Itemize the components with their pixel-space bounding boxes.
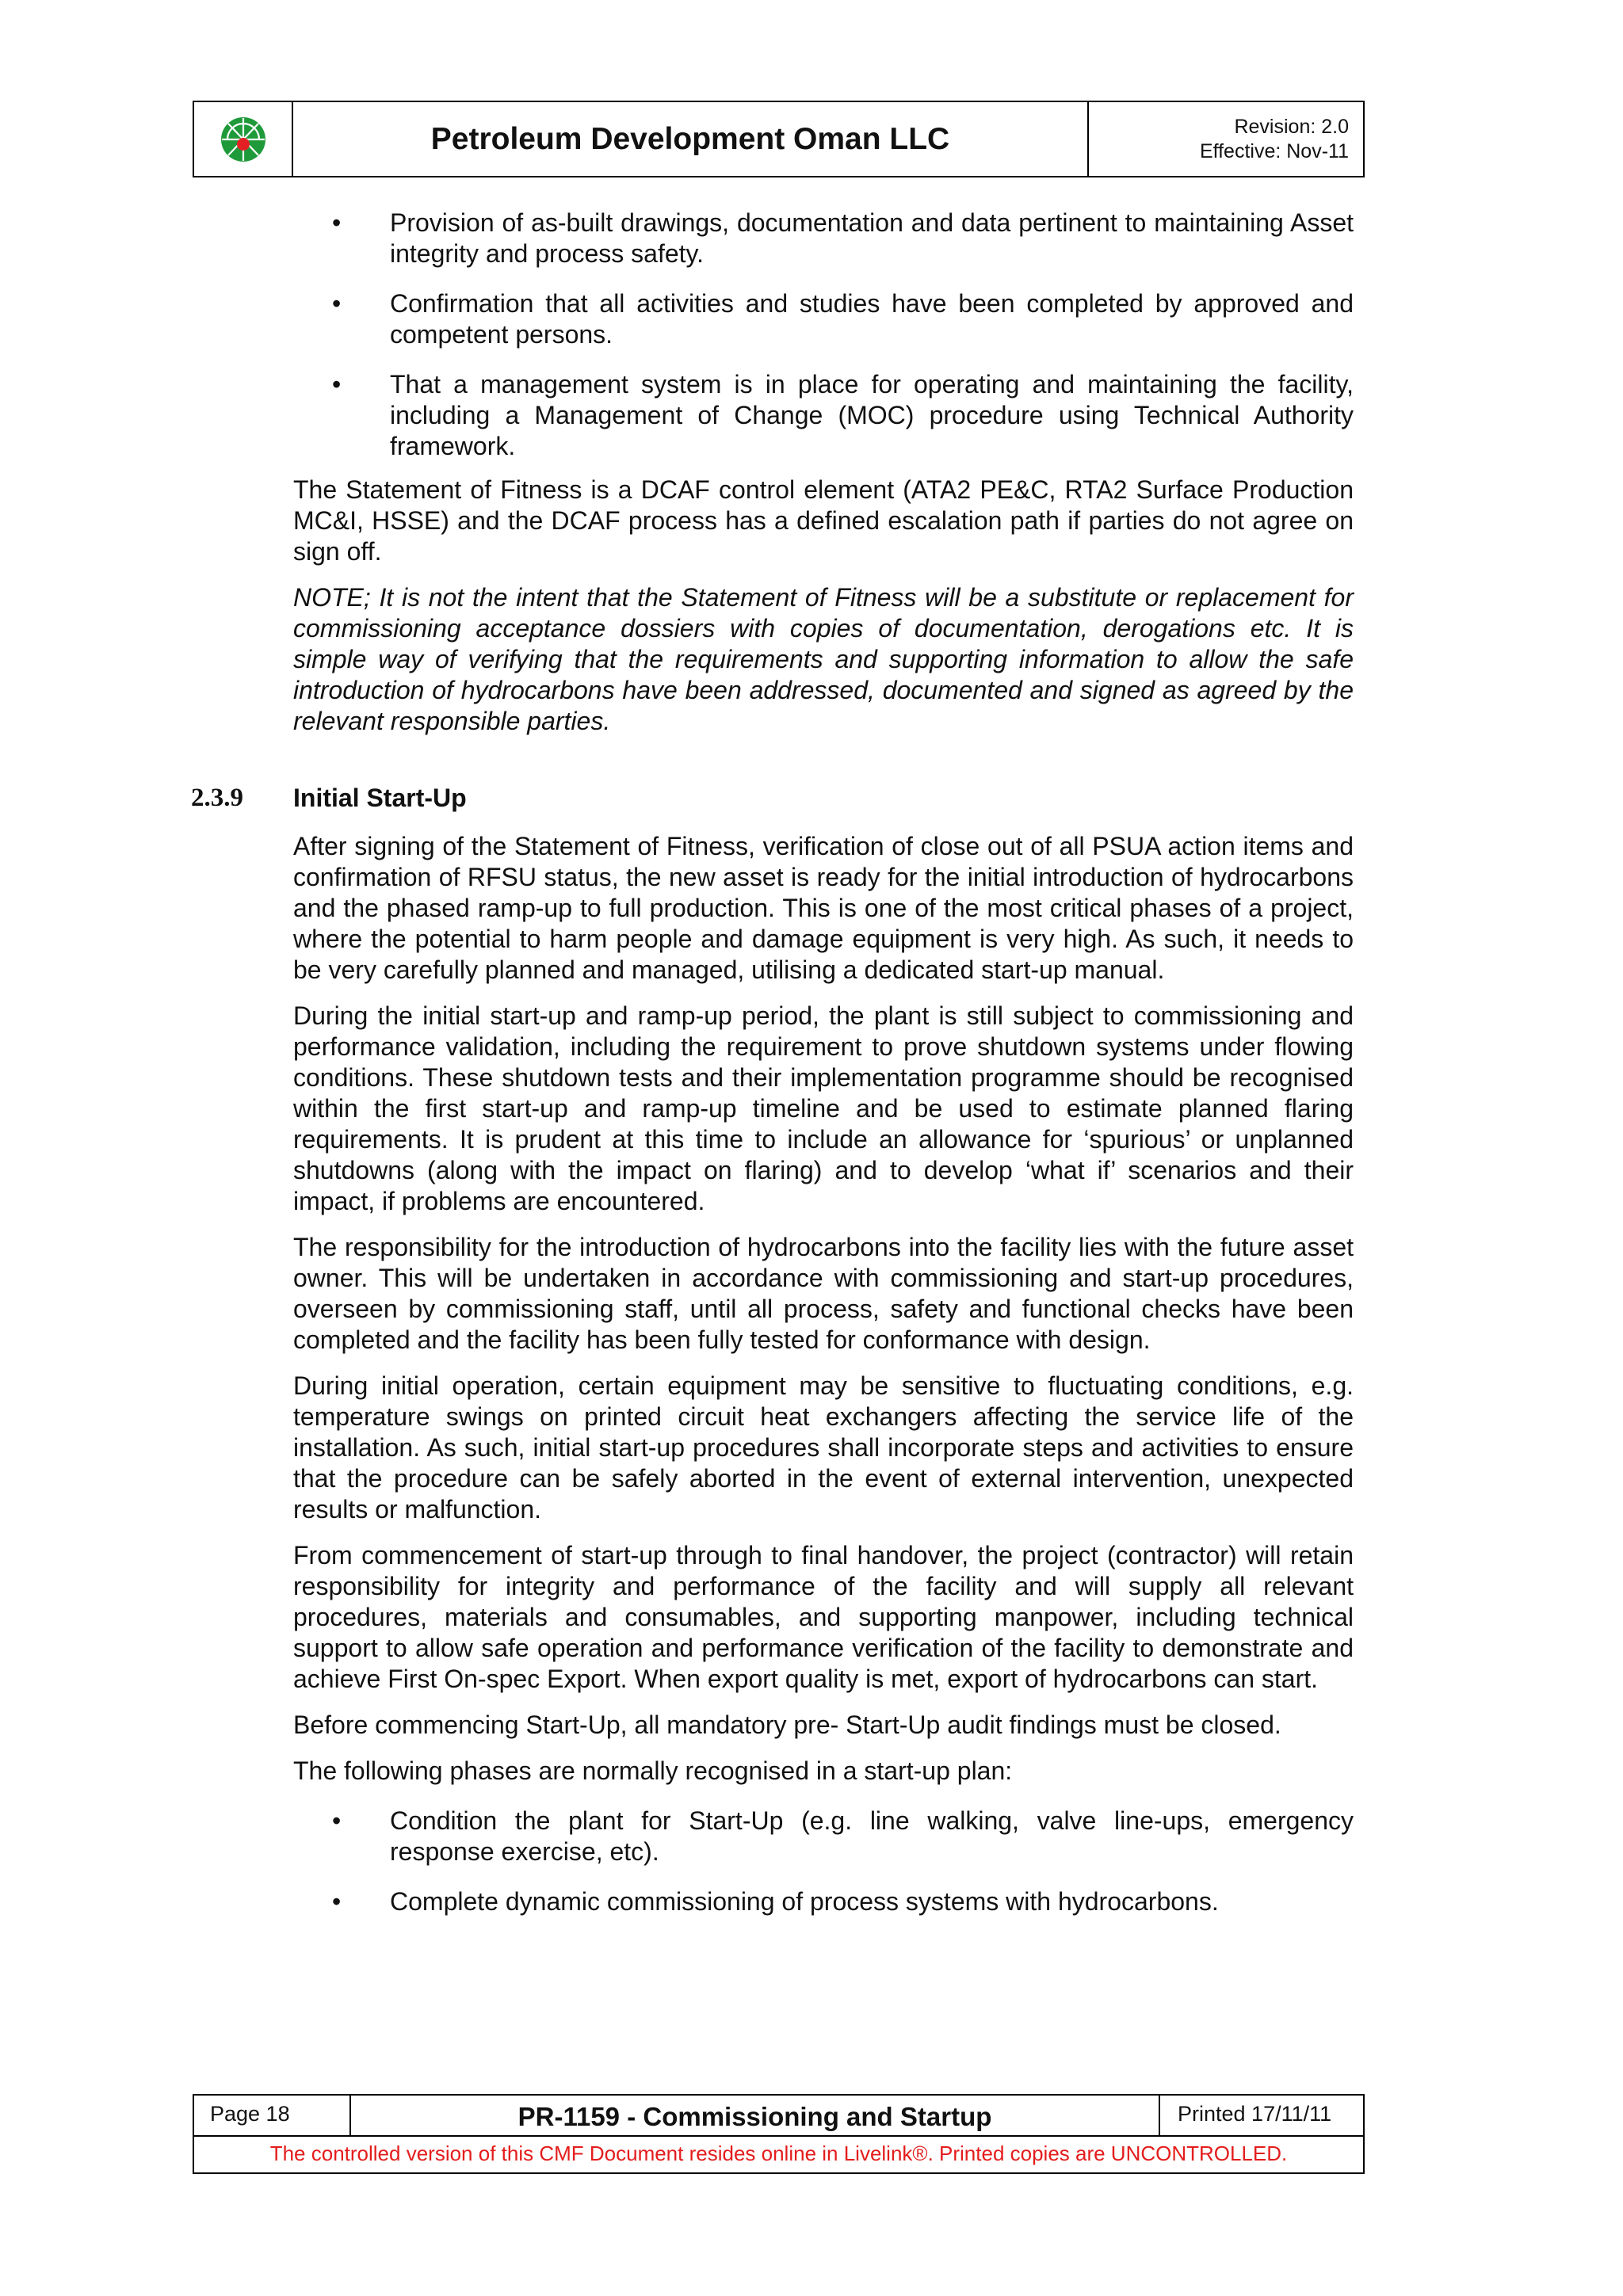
note-paragraph: NOTE; It is not the intent that the Statement of Fitness will be a substitute or replacement for commissioning acceptance dossiers with copies of documentation, derogations etc. It is simple way of verifying that the requirements and supporting information to allow the safe introduction of hydrocarbons have been addressed, documented and signed as agreed by the relevant responsible parties. — [293, 583, 1354, 735]
section-heading — [191, 783, 1354, 814]
list-item: • Complete dynamic commissioning of process systems with hydrocarbons. — [332, 1887, 1219, 1916]
document-footer — [193, 2094, 1365, 2174]
document-body — [191, 208, 1354, 1936]
list-item: • Condition the plant for Start-Up (e.g. line walking, valve line-ups, emergency response exercise, etc). — [332, 1806, 1354, 1866]
fitness-paragraph: The Statement of Fitness is a DCAF control element (ATA2 PE&C, RTA2 Surface Production MC&I, HSSE) and the DCAF process has a defined escalation path if parties do not agree on sign off. — [293, 475, 1354, 566]
bullet-icon: • — [332, 1887, 342, 1916]
body-paragraph: The following phases are normally recognised in a start-up plan: — [293, 1756, 1013, 1785]
section-number: 2.3.9 — [191, 784, 243, 812]
company-title: Petroleum Development Oman LLC — [293, 102, 1089, 176]
body-paragraph: From commencement of start-up through to final handover, the project (contractor) will retain responsibility for integrity and performance of the facility and will supply all relevant procedures, materials and consumables, and supporting manpower, including technical support to allow safe operation and performance verification of the facility to demonstrate and achieve First On-spec Export. When export quality is met, export of hydrocarbons can start. — [293, 1541, 1354, 1693]
section-title: Initial Start-Up — [293, 784, 467, 812]
footer-row — [194, 2096, 1363, 2137]
revision-label: Revision: 2.0 — [1234, 115, 1349, 138]
body-paragraph: During initial operation, certain equipment may be sensitive to fluctuating conditions, e.g. temperature swings on printed circuit heat exchangers affecting the service life of the installation. As such, initial start-up procedures shall incorporate steps and activities to ensure that the procedure can be safely aborted in the event of external intervention, unexpected results or malfunction. — [293, 1371, 1354, 1524]
effective-label: Effective: Nov-11 — [1199, 139, 1349, 162]
bullet-icon: • — [332, 289, 342, 318]
document-title: PR-1159 - Commissioning and Startup — [351, 2096, 1160, 2135]
bullet-icon: • — [332, 1806, 342, 1835]
bullet-icon: • — [332, 208, 342, 237]
list-item: • Confirmation that all activities and studies have been completed by approved and competent persons. — [332, 289, 1354, 349]
body-paragraph: During the initial start-up and ramp-up period, the plant is still subject to commissioning and performance validation, including the requirement to prove shutdown systems under flowing conditions. These shutdown tests and their implementation programme should be recognised within the first start-up and ramp-up timeline and be used to estimate planned flaring requirements. It is prudent at this time to include an allowance for ‘spurious’ or unplanned shutdowns (along with the impact on flaring) and to develop ‘what if’ scenarios and their impact, if problems are encountered. — [293, 1001, 1354, 1215]
list-item: • That a management system is in place for operating and maintaining the facility, including a Management of Change (MOC) procedure using Technical Authority framework. — [332, 370, 1354, 460]
body-paragraph: Before commencing Start-Up, all mandatory pre- Start-Up audit findings must be closed. — [293, 1711, 1281, 1739]
intro-bullet-list — [293, 208, 1354, 462]
bullet-icon: • — [332, 370, 342, 399]
logo-cell — [194, 102, 293, 176]
revision-info — [1089, 102, 1363, 176]
body-paragraph: After signing of the Statement of Fitness, verification of close out of all PSUA action items and confirmation of RFSU status, the new asset is ready for the initial introduction of hydrocarbons and the phased ramp-up to full production. This is one of the most critical phases of a project, where the potential to harm people and damage equipment is very high. As such, it needs to be very carefully planned and managed, utilising a dedicated start-up manual. — [293, 832, 1354, 984]
controlled-notice: The controlled version of this CMF Document resides online in Livelink®. Printed copies are UNCONTROLLED. — [269, 2142, 1288, 2165]
printed-date: Printed 17/11/11 — [1178, 2102, 1332, 2126]
document-header — [193, 101, 1365, 177]
phase-bullet-list — [293, 1806, 1354, 1917]
pdo-shell-logo-icon — [220, 116, 267, 163]
body-paragraph: The responsibility for the introduction of hydrocarbons into the facility lies with the future asset owner. This will be undertaken in accordance with commissioning and start-up procedures, overseen by commissioning staff, until all process, safety and functional checks have been completed and the facility has been fully tested for conformance with design. — [293, 1233, 1354, 1354]
list-item: • Provision of as-built drawings, documentation and data pertinent to maintaining Asset integrity and process safety. — [332, 208, 1354, 268]
page-number: Page 18 — [194, 2096, 351, 2135]
